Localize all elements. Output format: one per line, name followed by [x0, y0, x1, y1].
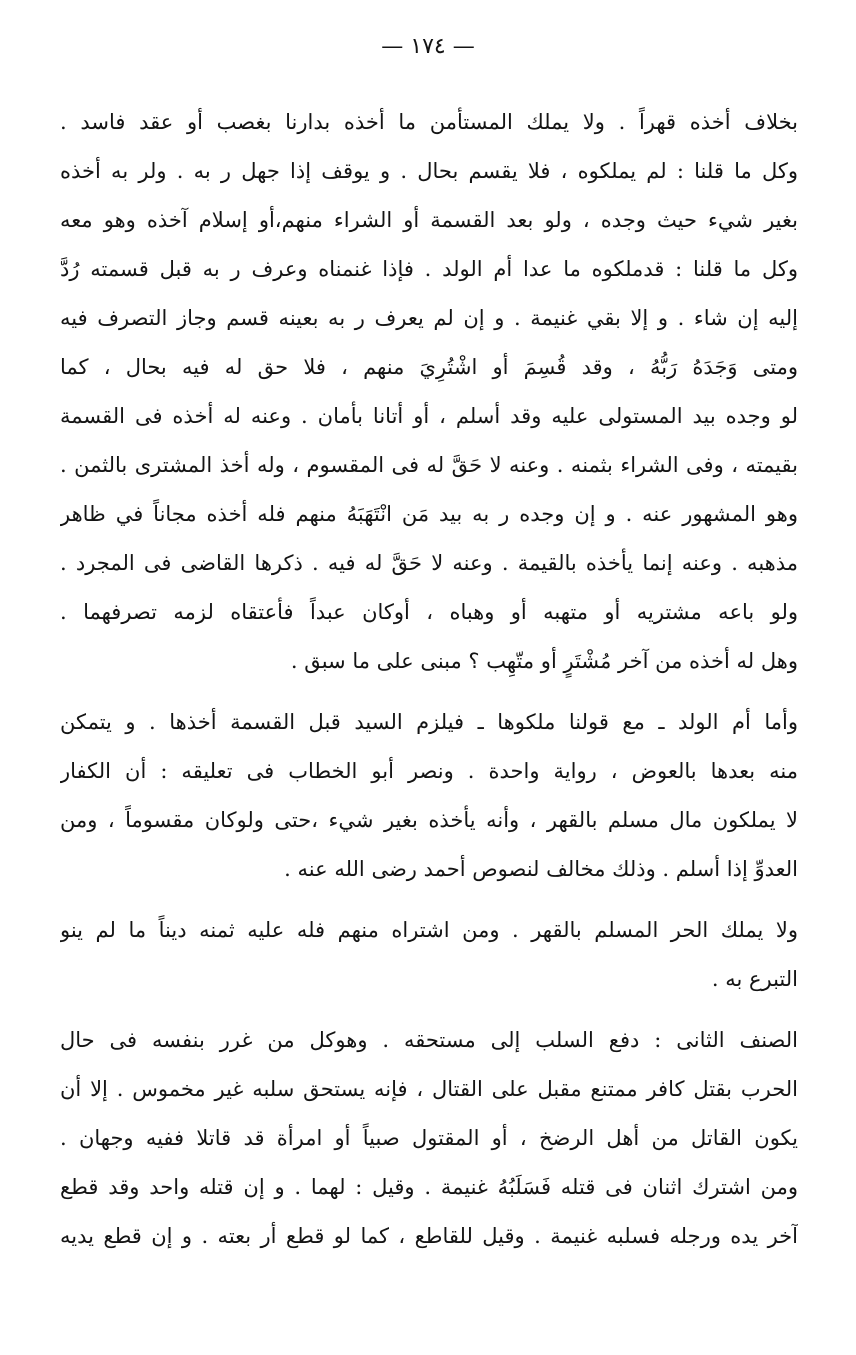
- text-line: الحرب بقتل كافر ممتنع مقبل على القتال ، فإنه يستحق سلبه غير مخموس . إلا أن: [60, 1077, 798, 1101]
- text-line: يكون القاتل من أهل الرضخ ، أو المقتول صبياً أو امرأة قد قاتلا ففيه وجهان .: [60, 1126, 798, 1150]
- text-line: ومن اشترك اثنان فى قتله فَسَلَبُهُ غنيمة . وقيل : لهما . و إن قتله واحد وقد قطع: [60, 1175, 798, 1199]
- text-line: لا يملكون مال مسلم بالقهر ، وأنه يأخذه بغير شيء ،حتى ولوكان مقسوماً ، ومن: [60, 808, 798, 832]
- text-line: وكل ما قلنا : لم يملكوه ، فلا يقسم بحال . و يوقف إذا جهل ر به . ولر به أخذه: [60, 159, 798, 183]
- paragraph-spacer: [60, 686, 798, 698]
- paragraph: [60, 698, 798, 894]
- text-line: وكل ما قلنا : قدملكوه ما عدا أم الولد . فإذا غنمناه وعرف ر به قبل قسمته رُدَّ: [60, 257, 798, 281]
- text-line: ومتى وَجَدَهُ رَبُّهُ ، وقد قُسِمَ أو اشْتُرِيَ منهم ، فلا حق له فيه بحال ، كما: [60, 355, 798, 379]
- paragraph: [60, 588, 798, 686]
- text-line: بقيمته ، وفى الشراء بثمنه . وعنه لا حَقَّ له فى المقسوم ، وله أخذ المشترى بالثمن .: [60, 453, 798, 477]
- paragraph: [60, 1016, 798, 1261]
- text-line: منه بعدها بالعوض ، رواية واحدة . ونصر أبو الخطاب فى تعليقه : أن الكفار: [60, 759, 798, 783]
- paragraph: [60, 98, 798, 588]
- text-line: وأما أم الولد ـ مع قولنا ملكوها ـ فيلزم السيد قبل القسمة أخذها . و يتمكن: [60, 710, 798, 734]
- paragraph-spacer: [60, 1004, 798, 1016]
- paragraph-spacer: [60, 894, 798, 906]
- body-text: [60, 98, 798, 1261]
- text-line: مذهبه . وعنه إنما يأخذه بالقيمة . وعنه لا حَقَّ له فيه . ذكرها القاضى فى المجرد .: [60, 551, 798, 575]
- text-line: إليه إن شاء . و إلا بقي غنيمة . و إن لم يعرف ر به بعينه قسم وجاز التصرف فيه: [60, 306, 798, 330]
- text-line: آخر يده ورجله فسلبه غنيمة . وقيل للقاطع ، كما لو قطع أر بعته . و إن قطع يديه: [60, 1224, 798, 1248]
- text-line: الصنف الثانى : دفع السلب إلى مستحقه . وهوكل من غرر بنفسه فى حال: [60, 1028, 798, 1052]
- text-line: بخلاف أخذه قهراً . ولا يملك المستأمن ما أخذه بدارنا بغصب أو عقد فاسد .: [60, 110, 798, 134]
- paragraph: [60, 906, 798, 1004]
- text-line: ولا يملك الحر المسلم بالقهر . ومن اشتراه منهم فله عليه ثمنه ديناً ما لم ينو: [60, 918, 798, 942]
- text-line: لو وجده بيد المستولى عليه وقد أسلم ، أو أتانا بأمان . وعنه له أخذه فى القسمة: [60, 404, 798, 428]
- page-number: — ١٧٤ —: [381, 34, 475, 59]
- text-line: بغير شيء حيث وجده ، ولو بعد القسمة أو الشراء منهم،أو إسلام آخذه وهو معه: [60, 208, 798, 232]
- text-line: ولو باعه مشتريه أو متهبه أو وهباه ، أوكان عبداً فأعتقاه لزمه تصرفهما .: [60, 600, 798, 624]
- text-line: التبرع به .: [711, 967, 798, 991]
- text-line: العدوِّ إذا أسلم . وذلك مخالف لنصوص أحمد رضى الله عنه .: [284, 857, 798, 881]
- text-line: وهل له أخذه من آخر مُشْتَرٍ أو متّهِب ؟ مبنى على ما سبق .: [290, 649, 798, 673]
- text-line: وهو المشهور عنه . و إن وجده ر به بيد مَن انْتَهَبَهُ منهم فله أخذه مجاناً في ظاهر: [60, 502, 798, 526]
